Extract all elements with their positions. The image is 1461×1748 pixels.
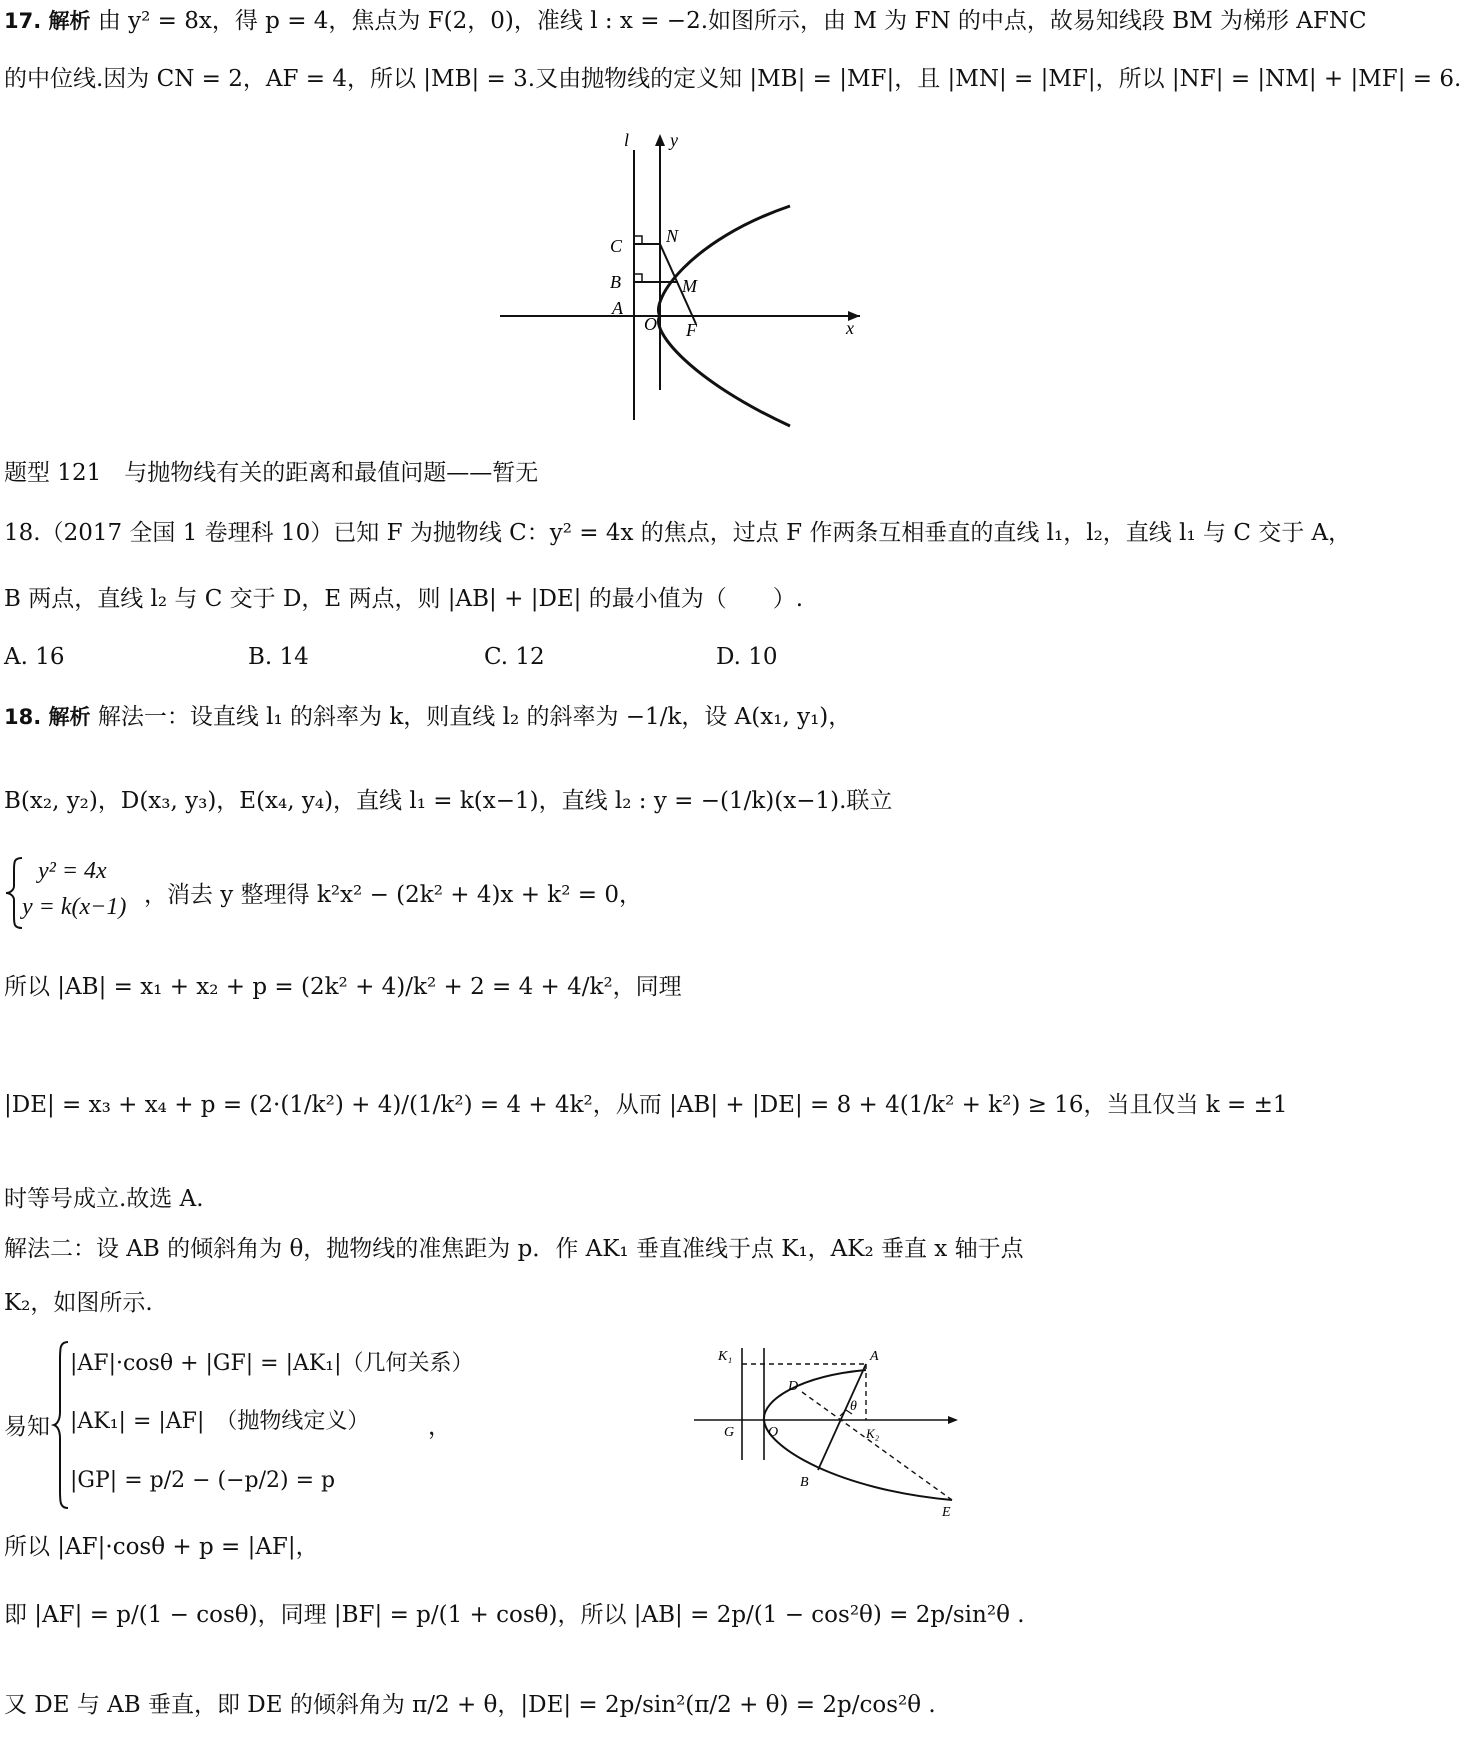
label-M: M: [682, 276, 697, 296]
label-x: x: [846, 318, 854, 338]
sol18-de-line: |DE| = x₃ + x₄ + p = (2·(1/k²) + 4)/(1/k²) = 4 + 4k²，从而 |AB| + |DE| = 8 + 4(1/k² + k²) ≥ 16，当且仅当 k = ±1: [4, 1092, 1288, 1118]
label-B: B: [610, 272, 621, 292]
q18-option-d: D. 10: [716, 644, 778, 670]
sol18-r1: 所以 |AF|·cosθ + p = |AF|，: [4, 1534, 319, 1560]
sol18-ab-line: 所以 |AB| = x₁ + x₂ + p = (2k² + 4)/k² + 2 = 4 + 4/k²，同理: [4, 974, 682, 1000]
brace2-icon: [52, 1340, 72, 1510]
s17-line1: [4, 6, 1367, 36]
segment-DE: [802, 1392, 952, 1500]
label-B2: B: [800, 1475, 809, 1490]
sol18-m2-line2: K₂，如图所示.: [4, 1290, 153, 1316]
sys-eq-b: y = k(x−1): [22, 894, 127, 920]
m2-eq3: |GP| = p/2 − (−p/2) = p: [70, 1468, 336, 1493]
sol18-r3: 又 DE 与 AB 垂直，即 DE 的倾斜角为 π/2 + θ，|DE| = 2p/sin²(π/2 + θ) = 2p/cos²θ .: [4, 1692, 936, 1718]
q18-option-b: B. 14: [248, 644, 309, 670]
s17-head: 解析: [48, 9, 91, 33]
figure-parabola-1: [500, 130, 870, 420]
segment-AB: [818, 1364, 866, 1470]
label-N: N: [666, 226, 679, 246]
q18-option-a: A. 16: [4, 644, 65, 670]
sol18-head: 解析: [48, 705, 91, 729]
label-O2: O: [768, 1425, 779, 1440]
label-E2: E: [942, 1505, 951, 1520]
m2-eq-tail: ，: [428, 1414, 451, 1440]
label-D2: D: [788, 1379, 799, 1394]
label-O: O: [644, 314, 657, 334]
label-A2: A: [870, 1349, 879, 1364]
section-heading: 题型 121 与抛物线有关的距离和最值问题——暂无: [4, 460, 539, 486]
label-C: C: [610, 236, 623, 256]
label-y: y: [670, 130, 678, 150]
sol18-r2: 即 |AF| = p/(1 − cosθ)，同理 |BF| = p/(1 + cosθ)，所以 |AB| = 2p/(1 − cos²θ) = 2p/sin²θ .: [4, 1602, 1025, 1628]
label-theta: θ: [850, 1399, 857, 1414]
sol18-m1-intro: 解法一：设直线 l₁ 的斜率为 k，则直线 l₂ 的斜率为 −1/k，设 A(x₁, y₁)，: [97, 704, 852, 730]
q18-line2: B 两点，直线 l₂ 与 C 交于 D，E 两点，则 |AB| + |DE| 的最小值为（ ）.: [4, 586, 804, 612]
yizhi-label: 易知: [4, 1414, 50, 1440]
label-F: F: [686, 320, 697, 340]
s17-num: 17.: [4, 9, 42, 33]
sol18-m2-system: [4, 1340, 564, 1510]
sol18-conclude: 时等号成立.故选 A.: [4, 1186, 204, 1212]
x-axis-2-arrow: [948, 1416, 958, 1424]
q18-option-c: C. 12: [484, 644, 545, 670]
m2-eq2: |AK₁| = |AF| （抛物线定义）: [70, 1409, 370, 1434]
sol18-m2-line1: 解法二：设 AB 的倾斜角为 θ，抛物线的准焦距为 p．作 AK₁ 垂直准线于点 K₁，AK₂ 垂直 x 轴于点: [4, 1236, 1024, 1262]
s17-line2: 的中位线.因为 CN = 2，AF = 4，所以 |MB| = 3.又由抛物线的定义知 |MB| = |MF|，且 |MN| = |MF|，所以 |NF| = |NM| + |MF| = 6.: [4, 66, 1461, 92]
q18-line1: 18.（2017 全国 1 卷理科 10）已知 F 为抛物线 C：y² = 4x 的焦点，过点 F 作两条互相垂直的直线 l₁，l₂，直线 l₁ 与 C 交于 A，: [4, 520, 1352, 546]
label-l: l: [624, 130, 630, 150]
sol18-m1-line2: B(x₂, y₂)，D(x₃, y₃)，E(x₄, y₄)，直线 l₁ = k(x−1)，直线 l₂ : y = −(1/k)(x−1).联立: [4, 788, 893, 814]
figure-parabola-2: [690, 1340, 960, 1520]
sol18-head-line: [4, 702, 851, 732]
sys-eq-a: y² = 4x: [38, 858, 107, 884]
m2-eq1: |AF|·cosθ + |GF| = |AK₁|（几何关系）: [70, 1351, 474, 1376]
right-angle-B: [634, 274, 642, 282]
label-A: A: [612, 298, 623, 318]
label-G2: G: [724, 1425, 735, 1440]
label-K1: K₁: [718, 1349, 733, 1364]
sol18-num: 18.: [4, 705, 42, 729]
s17-text1: 由 y² = 8x，得 p = 4，焦点为 F(2，0)，准线 l : x = −2.如图所示，由 M 为 FN 的中点，故易知线段 BM 为梯形 AFNC: [97, 8, 1367, 34]
right-angle-C: [634, 236, 642, 244]
sol18-system: [4, 856, 704, 930]
sys-tail: ，消去 y 整理得 k²x² − (2k² + 4)x + k² = 0，: [144, 882, 642, 908]
label-K2: K₂: [866, 1426, 880, 1441]
y-axis-arrow: [655, 134, 665, 146]
